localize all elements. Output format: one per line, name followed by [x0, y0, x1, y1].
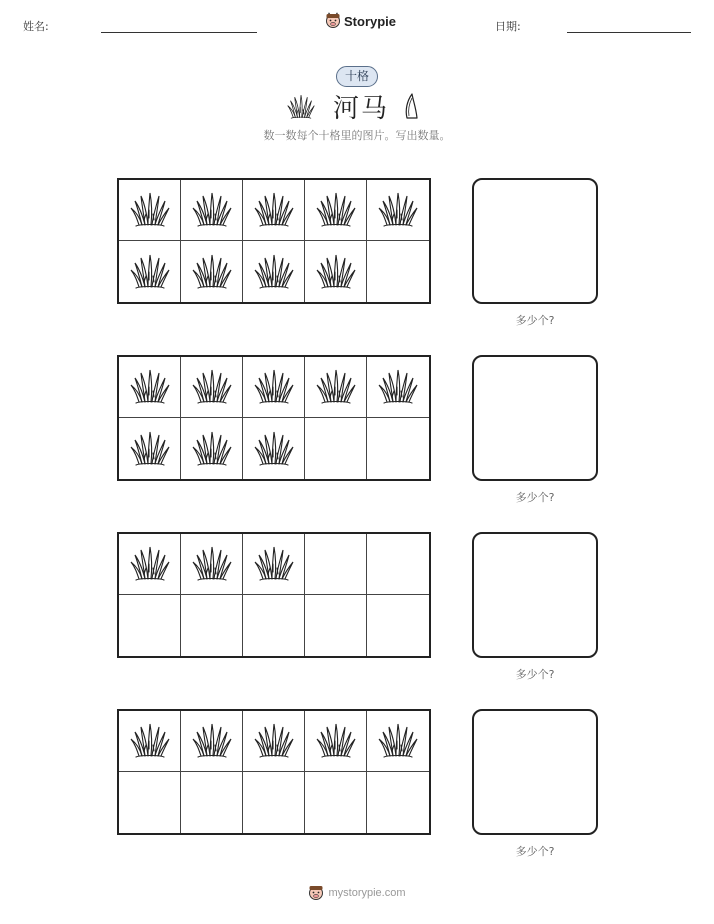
ten-frame — [117, 709, 431, 835]
grass-icon — [254, 721, 294, 761]
grass-icon — [192, 252, 232, 292]
ten-frame-cell — [119, 241, 181, 302]
grass-icon — [254, 429, 294, 469]
ten-frame-cell — [305, 711, 367, 772]
date-field[interactable] — [567, 32, 691, 33]
ten-frame-cell — [243, 534, 305, 595]
grass-icon — [130, 429, 170, 469]
ten-frame-cell — [181, 418, 243, 479]
ten-frame-cell — [305, 418, 367, 479]
ten-frame-cell — [119, 357, 181, 418]
grass-icon — [192, 544, 232, 584]
ten-frame-cell — [305, 357, 367, 418]
ten-frame-cell — [243, 595, 305, 656]
ten-frame-cell — [119, 595, 181, 656]
brand-logo — [325, 12, 396, 30]
ten-frame-cell — [119, 180, 181, 241]
ten-frame-cell — [119, 418, 181, 479]
ten-frame-cell — [367, 595, 429, 656]
ten-frame-cell — [119, 711, 181, 772]
brand-name: Storypie — [344, 13, 397, 29]
grass-icon — [192, 429, 232, 469]
answer-box[interactable] — [472, 178, 598, 304]
ten-frame-cell — [305, 534, 367, 595]
answer-prompt: 多少个? — [515, 491, 555, 504]
ten-frame-cell — [367, 418, 429, 479]
grass-icon — [254, 544, 294, 584]
ten-frame-cell — [367, 772, 429, 833]
grass-icon — [378, 190, 418, 230]
answer-prompt: 多少个? — [515, 845, 555, 858]
grass-icon — [130, 721, 170, 761]
title-row — [0, 88, 714, 122]
ten-frame-cell — [119, 534, 181, 595]
grass-icon — [130, 367, 170, 407]
grass-icon — [316, 252, 356, 292]
ten-frame-cell — [305, 180, 367, 241]
ten-frame-cell — [305, 595, 367, 656]
worksheet-type-badge: 十格 — [336, 66, 378, 87]
grass-icon — [316, 721, 356, 761]
ten-frame — [117, 532, 431, 658]
date-label: 日期: — [495, 20, 521, 33]
ten-frame-cell — [243, 180, 305, 241]
ten-frame-cell — [243, 357, 305, 418]
ten-frame-cell — [305, 772, 367, 833]
ten-frame-cell — [181, 534, 243, 595]
ten-frame-cell — [243, 711, 305, 772]
ten-frame-cell — [243, 772, 305, 833]
ten-frame-cell — [181, 595, 243, 656]
ten-frame-cell — [181, 357, 243, 418]
ten-frame-cell — [367, 534, 429, 595]
ten-frame-cell — [367, 180, 429, 241]
name-field[interactable] — [101, 32, 257, 33]
ten-frame-cell — [181, 772, 243, 833]
instructions: 数一数每个十格里的图片。写出数量。 — [263, 129, 451, 142]
answer-box[interactable] — [472, 355, 598, 481]
pig-mascot-icon — [325, 12, 341, 30]
grass-icon — [130, 252, 170, 292]
ten-frame-cell — [119, 772, 181, 833]
ten-frame-cell — [367, 711, 429, 772]
tooth-icon — [404, 92, 420, 120]
grass-icon — [192, 190, 232, 230]
ten-frame-cell — [305, 241, 367, 302]
footer-url: mystorypie.com — [328, 887, 406, 899]
pig-mascot-icon — [308, 884, 324, 902]
grass-icon — [316, 367, 356, 407]
ten-frame-cell — [181, 241, 243, 302]
ten-frame-cell — [243, 418, 305, 479]
footer — [0, 884, 714, 902]
ten-frame — [117, 355, 431, 481]
name-label: 姓名: — [23, 20, 49, 33]
grass-icon — [254, 252, 294, 292]
grass-icon — [316, 190, 356, 230]
grass-icon — [254, 190, 294, 230]
page-title: 河马 — [333, 94, 390, 124]
ten-frame-cell — [367, 241, 429, 302]
grass-icon — [378, 367, 418, 407]
grass-icon — [287, 93, 315, 121]
grass-icon — [130, 544, 170, 584]
answer-prompt: 多少个? — [515, 314, 555, 327]
ten-frame-cell — [181, 711, 243, 772]
answer-box[interactable] — [472, 532, 598, 658]
ten-frame — [117, 178, 431, 304]
grass-icon — [192, 367, 232, 407]
ten-frame-cell — [181, 180, 243, 241]
grass-icon — [378, 721, 418, 761]
answer-box[interactable] — [472, 709, 598, 835]
answer-prompt: 多少个? — [515, 668, 555, 681]
ten-frame-cell — [243, 241, 305, 302]
grass-icon — [130, 190, 170, 230]
grass-icon — [192, 721, 232, 761]
ten-frame-cell — [367, 357, 429, 418]
grass-icon — [254, 367, 294, 407]
